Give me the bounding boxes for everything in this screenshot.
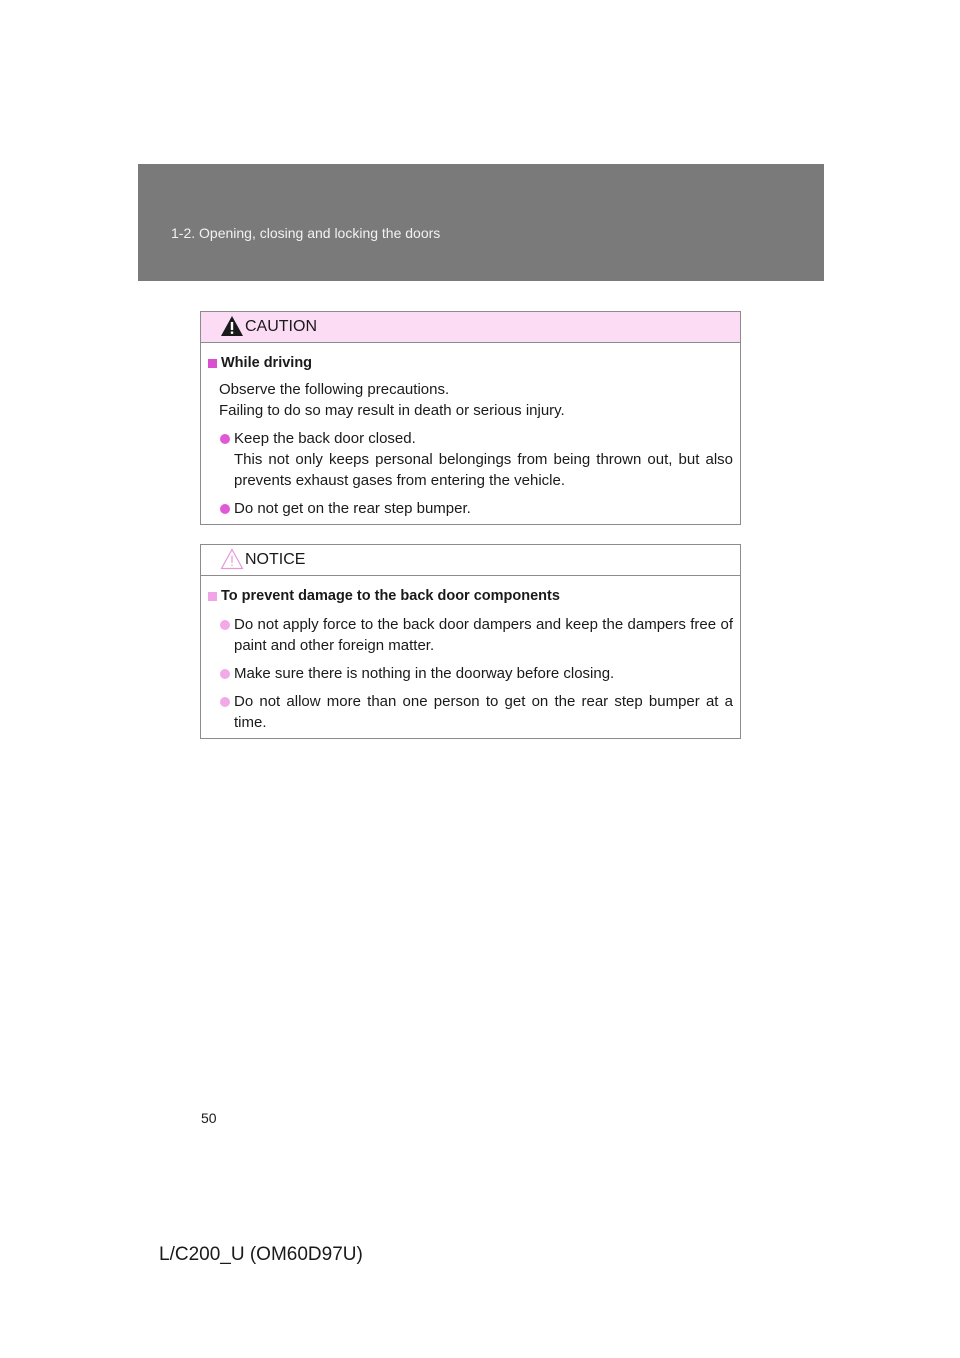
- round-bullet-icon: [220, 697, 230, 707]
- round-bullet-icon: [220, 620, 230, 630]
- caution-section-title: While driving: [221, 355, 313, 371]
- caution-list-item: [207, 428, 733, 491]
- warning-filled-icon: [220, 315, 244, 337]
- notice-list-item: [207, 691, 733, 733]
- document-code: L/C200_U (OM60D97U): [159, 1244, 363, 1265]
- caution-intro-line: Failing to do so may result in death or serious injury.: [219, 402, 565, 419]
- page-number: 50: [201, 1110, 217, 1126]
- warning-outline-icon: [220, 548, 244, 570]
- notice-section-title: To prevent damage to the back door components: [221, 588, 560, 604]
- notice-list-item: [207, 663, 733, 684]
- caution-box: [200, 311, 741, 525]
- caution-item-detail: This not only keeps personal belongings from being thrown out, but also prevents exhaust gases from entering the vehicle.: [234, 451, 733, 489]
- caution-title: CAUTION: [245, 318, 317, 335]
- round-bullet-icon: [220, 669, 230, 679]
- caution-intro-line: Observe the following precautions.: [219, 381, 450, 398]
- square-bullet-icon: [208, 592, 217, 601]
- notice-list-item: [207, 614, 733, 656]
- notice-section-heading: [207, 586, 733, 607]
- section-breadcrumb: 1-2. Opening, closing and locking the doors: [171, 225, 441, 241]
- header-bar: [138, 164, 824, 281]
- notice-item-text: Do not allow more than one person to get on the rear step bumper at a time.: [234, 693, 733, 731]
- notice-item-text: Make sure there is nothing in the doorway before closing.: [234, 665, 615, 682]
- caution-header: [201, 312, 740, 343]
- caution-item-text: Do not get on the rear step bumper.: [234, 500, 471, 517]
- round-bullet-icon: [220, 504, 230, 514]
- square-bullet-icon: [208, 359, 217, 368]
- caution-list-item: [207, 498, 733, 519]
- notice-header: [201, 545, 740, 576]
- notice-box: [200, 544, 741, 739]
- round-bullet-icon: [220, 434, 230, 444]
- notice-item-text: Do not apply force to the back door dampers and keep the dampers free of paint and other foreign matter.: [234, 616, 733, 654]
- caution-item-text: Keep the back door closed.: [234, 430, 416, 447]
- notice-title: NOTICE: [245, 551, 306, 568]
- caution-section-heading: [207, 353, 733, 374]
